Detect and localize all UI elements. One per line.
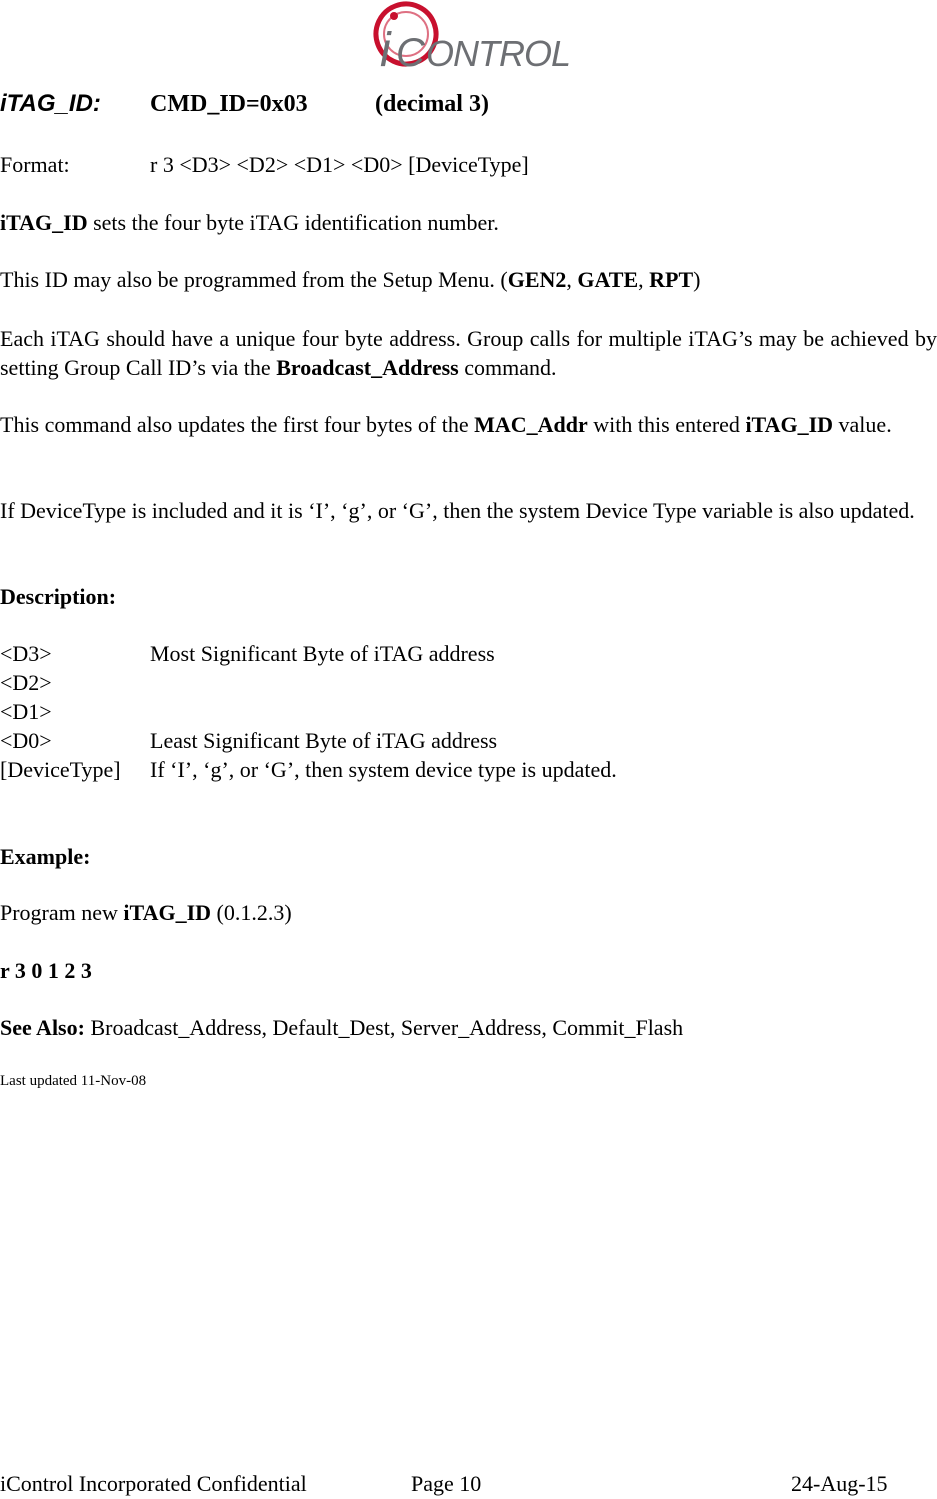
see-also: See Also: Broadcast_Address, Default_Dest, Server_Address, Commit_Flash bbox=[0, 1015, 684, 1040]
paragraph-4: This command also updates the first four bytes of the MAC_Addr with this entered iTAG_ID value. bbox=[0, 412, 892, 437]
table-row: <D2> bbox=[0, 670, 52, 695]
command-name: iTAG_ID: bbox=[0, 90, 101, 117]
svg-text:C: C bbox=[396, 31, 425, 75]
format-line bbox=[0, 151, 70, 179]
table-row-desc: Least Significant Byte of iTAG address bbox=[150, 728, 498, 753]
table-row: <D1> bbox=[0, 699, 52, 724]
table-row: <D0> bbox=[0, 728, 52, 753]
command-id: CMD_ID=0x03 bbox=[150, 91, 308, 117]
paragraph-5: If DeviceType is included and it is ‘I’, ‘g’, or ‘G’, then the system Device Type variable is also updated. bbox=[0, 498, 915, 523]
table-row-desc: If ‘I’, ‘g’, or ‘G’, then system device type is updated. bbox=[150, 757, 617, 782]
footer-company: iControl Incorporated Confidential bbox=[0, 1471, 307, 1496]
company-logo bbox=[360, 0, 575, 78]
paragraph-1: iTAG_ID sets the four byte iTAG identification number. bbox=[0, 210, 499, 235]
example-line: Program new iTAG_ID (0.1.2.3) bbox=[0, 900, 292, 925]
paragraph-3: Each iTAG should have a unique four byte address. Group calls for multiple iTAG’s may be achieved by setting Group Call ID’s via the Broadcast_Address command. bbox=[0, 326, 937, 380]
svg-text:i: i bbox=[380, 24, 391, 77]
last-updated: Last updated 11-Nov-08 bbox=[0, 1073, 147, 1089]
table-row: <D3> bbox=[0, 641, 52, 666]
command-title bbox=[0, 88, 489, 120]
command-decimal: (decimal 3) bbox=[375, 91, 489, 117]
table-row: [DeviceType] bbox=[0, 757, 121, 782]
paragraph-2: This ID may also be programmed from the Setup Menu. (GEN2, GATE, RPT) bbox=[0, 267, 701, 292]
svg-text:ONTROL: ONTROL bbox=[426, 33, 571, 74]
table-row-desc: Most Significant Byte of iTAG address bbox=[150, 641, 495, 666]
icontrol-logo-icon bbox=[360, 0, 575, 78]
format-label: Format: bbox=[0, 152, 70, 177]
example-heading: Example: bbox=[0, 844, 91, 869]
itag-id-term: iTAG_ID bbox=[0, 210, 88, 235]
footer-page: Page 10 bbox=[411, 1471, 482, 1496]
format-value: r 3 <D3> <D2> <D1> <D0> [DeviceType] bbox=[150, 152, 529, 177]
footer-date: 24-Aug-15 bbox=[791, 1471, 888, 1496]
description-heading: Description: bbox=[0, 584, 117, 609]
example-command: r 3 0 1 2 3 bbox=[0, 958, 92, 983]
